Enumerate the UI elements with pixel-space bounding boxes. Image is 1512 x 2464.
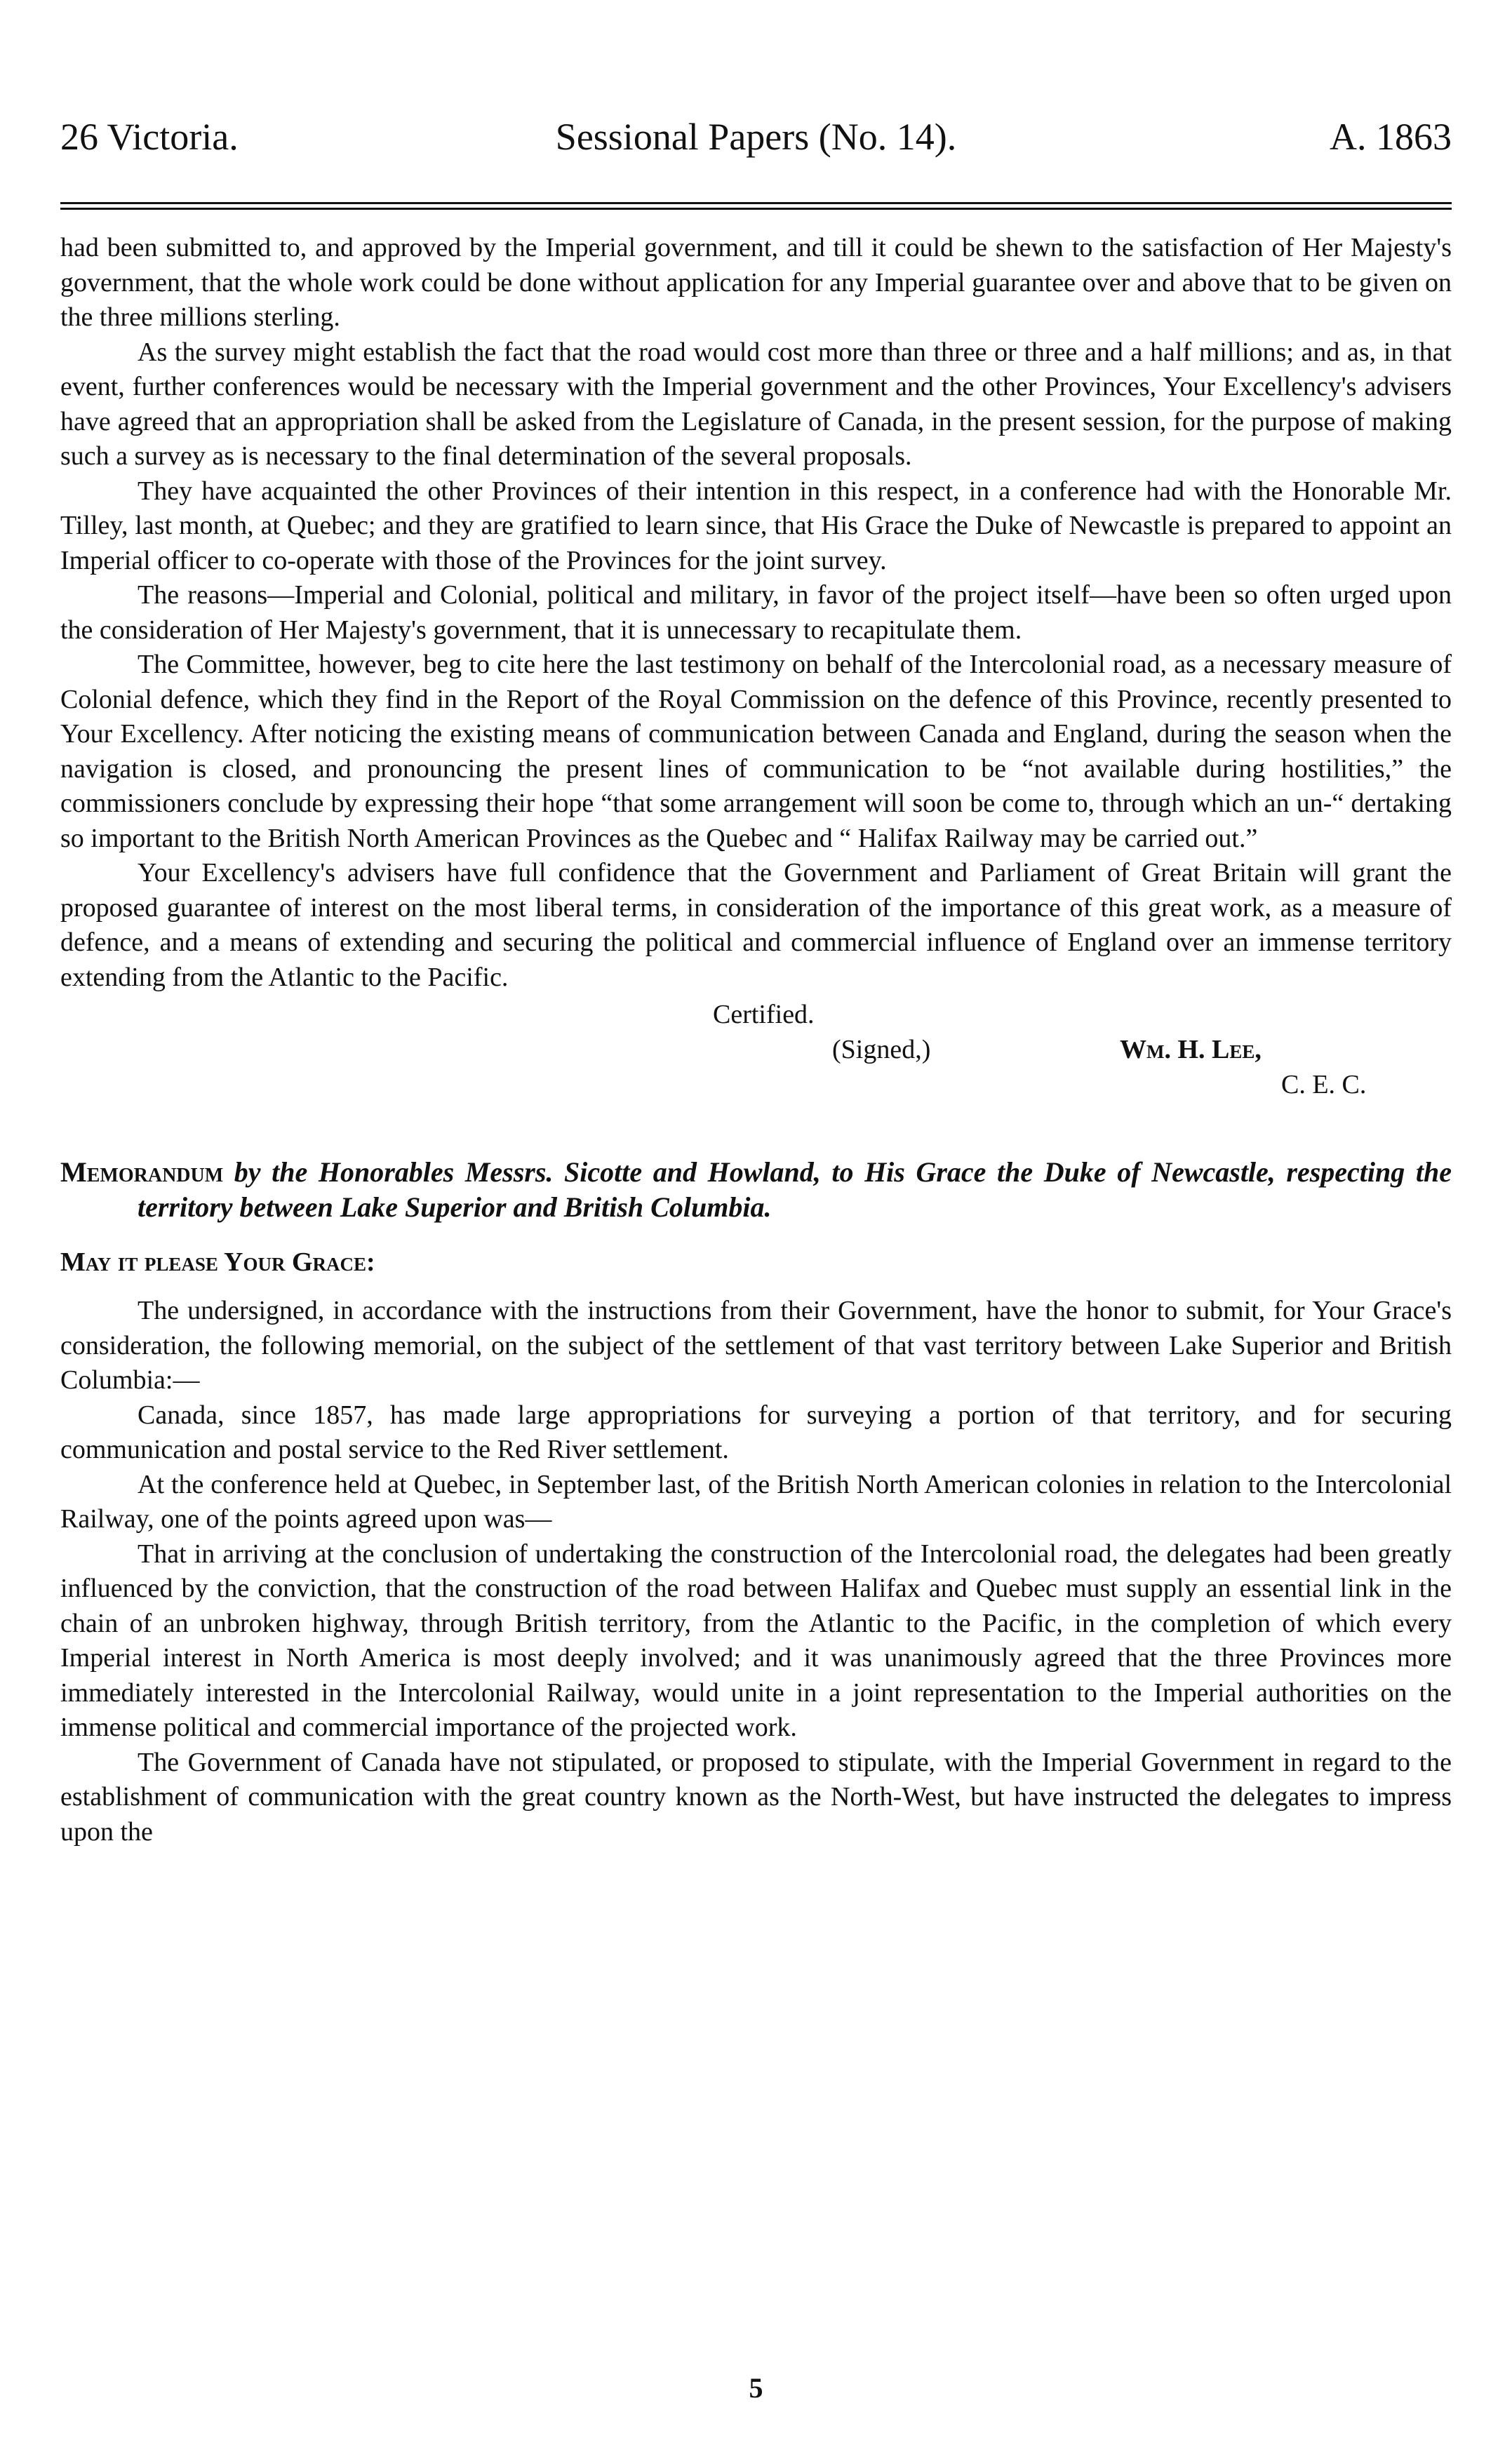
running-header (60, 105, 1452, 168)
memorandum-body (60, 1294, 1452, 1849)
report-paragraph: The reasons—Imperial and Colonial, political and military, in favor of the project itself—have been so often urged upon the consideration of Her Majesty's government, that it is unnecessary to recapitulate them. (60, 580, 1452, 645)
report-paragraph: The Committee, however, beg to cite here the last testimony on behalf of the Intercolonial road, as a necessary measure of Colonial defence, which they find in the Report of the Royal Commission on the defence of this Province, recently presented to Your Excellency. After noticing the existing means of communication between Canada and England, during the season when the navigation is closed, and pronouncing the present lines of communication to be “not available during hostilities,” the commissioners conclude by expressing their hope “that some arrangement will soon be come to, through which an un-“ dertaking so important to the British North American Provinces as the Quebec and “ Halifax Railway may be carried out.” (60, 650, 1452, 853)
signed-label: (Signed,) (832, 1035, 931, 1064)
report-paragraph: They have acquainted the other Provinces of their intention in this respect, in a conference had with the Honorable Mr. Tilley, last month, at Quebec; and they are gratified to learn since, that His Grace the Duke of Newcastle is prepared to appoint an Imperial officer to co-operate with those of the Provinces for the joint survey. (60, 476, 1452, 575)
memorandum-title: by the Honorables Messrs. Sicotte and Howland, to His Grace the Duke of Newcastle, respecting the territory between Lake Superior and British Columbia. (138, 1156, 1452, 1223)
header-double-rule (60, 202, 1452, 210)
report-paragraph: As the survey might establish the fact that the road would cost more than three or three and a half millions; and as, in that event, further conferences would be necessary with the Imperial government and the other Provinces, Your Excellency's advisers have agreed that an appropriation shall be asked from the Legislature of Canada, in the present session, for the purpose of making such a survey as is necessary to the final determination of the several proposals. (60, 337, 1452, 471)
report-body (60, 231, 1452, 995)
memorandum-lead: Memorandum (60, 1156, 224, 1188)
signatory-title: C. E. C. (1281, 1070, 1367, 1099)
signatory-name: Wm. H. Lee, (1120, 1035, 1262, 1064)
memorandum-paragraph: That in arriving at the conclusion of undertaking the construction of the Intercolonial road, the delegates had been greatly influenced by the conviction, that the construction of the road between Halifax and Quebec must supply an essential link in the chain of an unbroken highway, through British territory, from the Atlantic to the Pacific, in the completion of which every Imperial interest in North America is most deeply involved; and it was unanimously agreed that the three Provinces more immediately interested in the Intercolonial Railway, would unite in a joint representation to the Imperial authorities on the immense political and commercial importance of the projected work. (60, 1539, 1452, 1742)
certification-block (60, 998, 1452, 1124)
memorandum-paragraph: The undersigned, in accordance with the instructions from their Government, have the honor to submit, for Your Grace's consideration, the following memorial, on the subject of the settlement of that vast territory between Lake Superior and British Columbia:— (60, 1296, 1452, 1395)
memorandum-paragraph: At the conference held at Quebec, in September last, of the British North American colonies in relation to the Intercolonial Railway, one of the points agreed upon was— (60, 1469, 1452, 1534)
header-year: A. 1863 (1330, 116, 1452, 158)
salutation: May it please Your Grace: (60, 1247, 375, 1277)
header-session: 26 Victoria. (60, 116, 239, 158)
report-paragraph: Your Excellency's advisers have full confidence that the Government and Parliament of Great Britain will grant the proposed guarantee of interest on the most liberal terms, in consideration of the importance of this great work, as a measure of defence, and a means of extending and securing the political and commercial influence of England over an immense territory extending from the Atlantic to the Pacific. (60, 858, 1452, 992)
memorandum-paragraph: The Government of Canada have not stipulated, or proposed to stipulate, with the Imperial Government in regard to the establishment of communication with the great country known as the North-West, but have instructed the delegates to impress upon the (60, 1747, 1452, 1847)
page-number: 5 (749, 2372, 763, 2404)
memorandum-paragraph: Canada, since 1857, has made large appropriations for surveying a portion of that territory, and for securing communication and postal service to the Red River settlement. (60, 1400, 1452, 1464)
certified-label: Certified. (713, 1000, 815, 1029)
memorandum-heading (60, 1155, 1452, 1225)
header-paper-title: Sessional Papers (No. 14). (555, 116, 957, 158)
report-paragraph: had been submitted to, and approved by the Imperial government, and till it could be shewn to the satisfaction of Her Majesty's government, that the whole work could be done without application for any Imperial guarantee over and above that to be given on the three millions sterling. (60, 233, 1452, 332)
